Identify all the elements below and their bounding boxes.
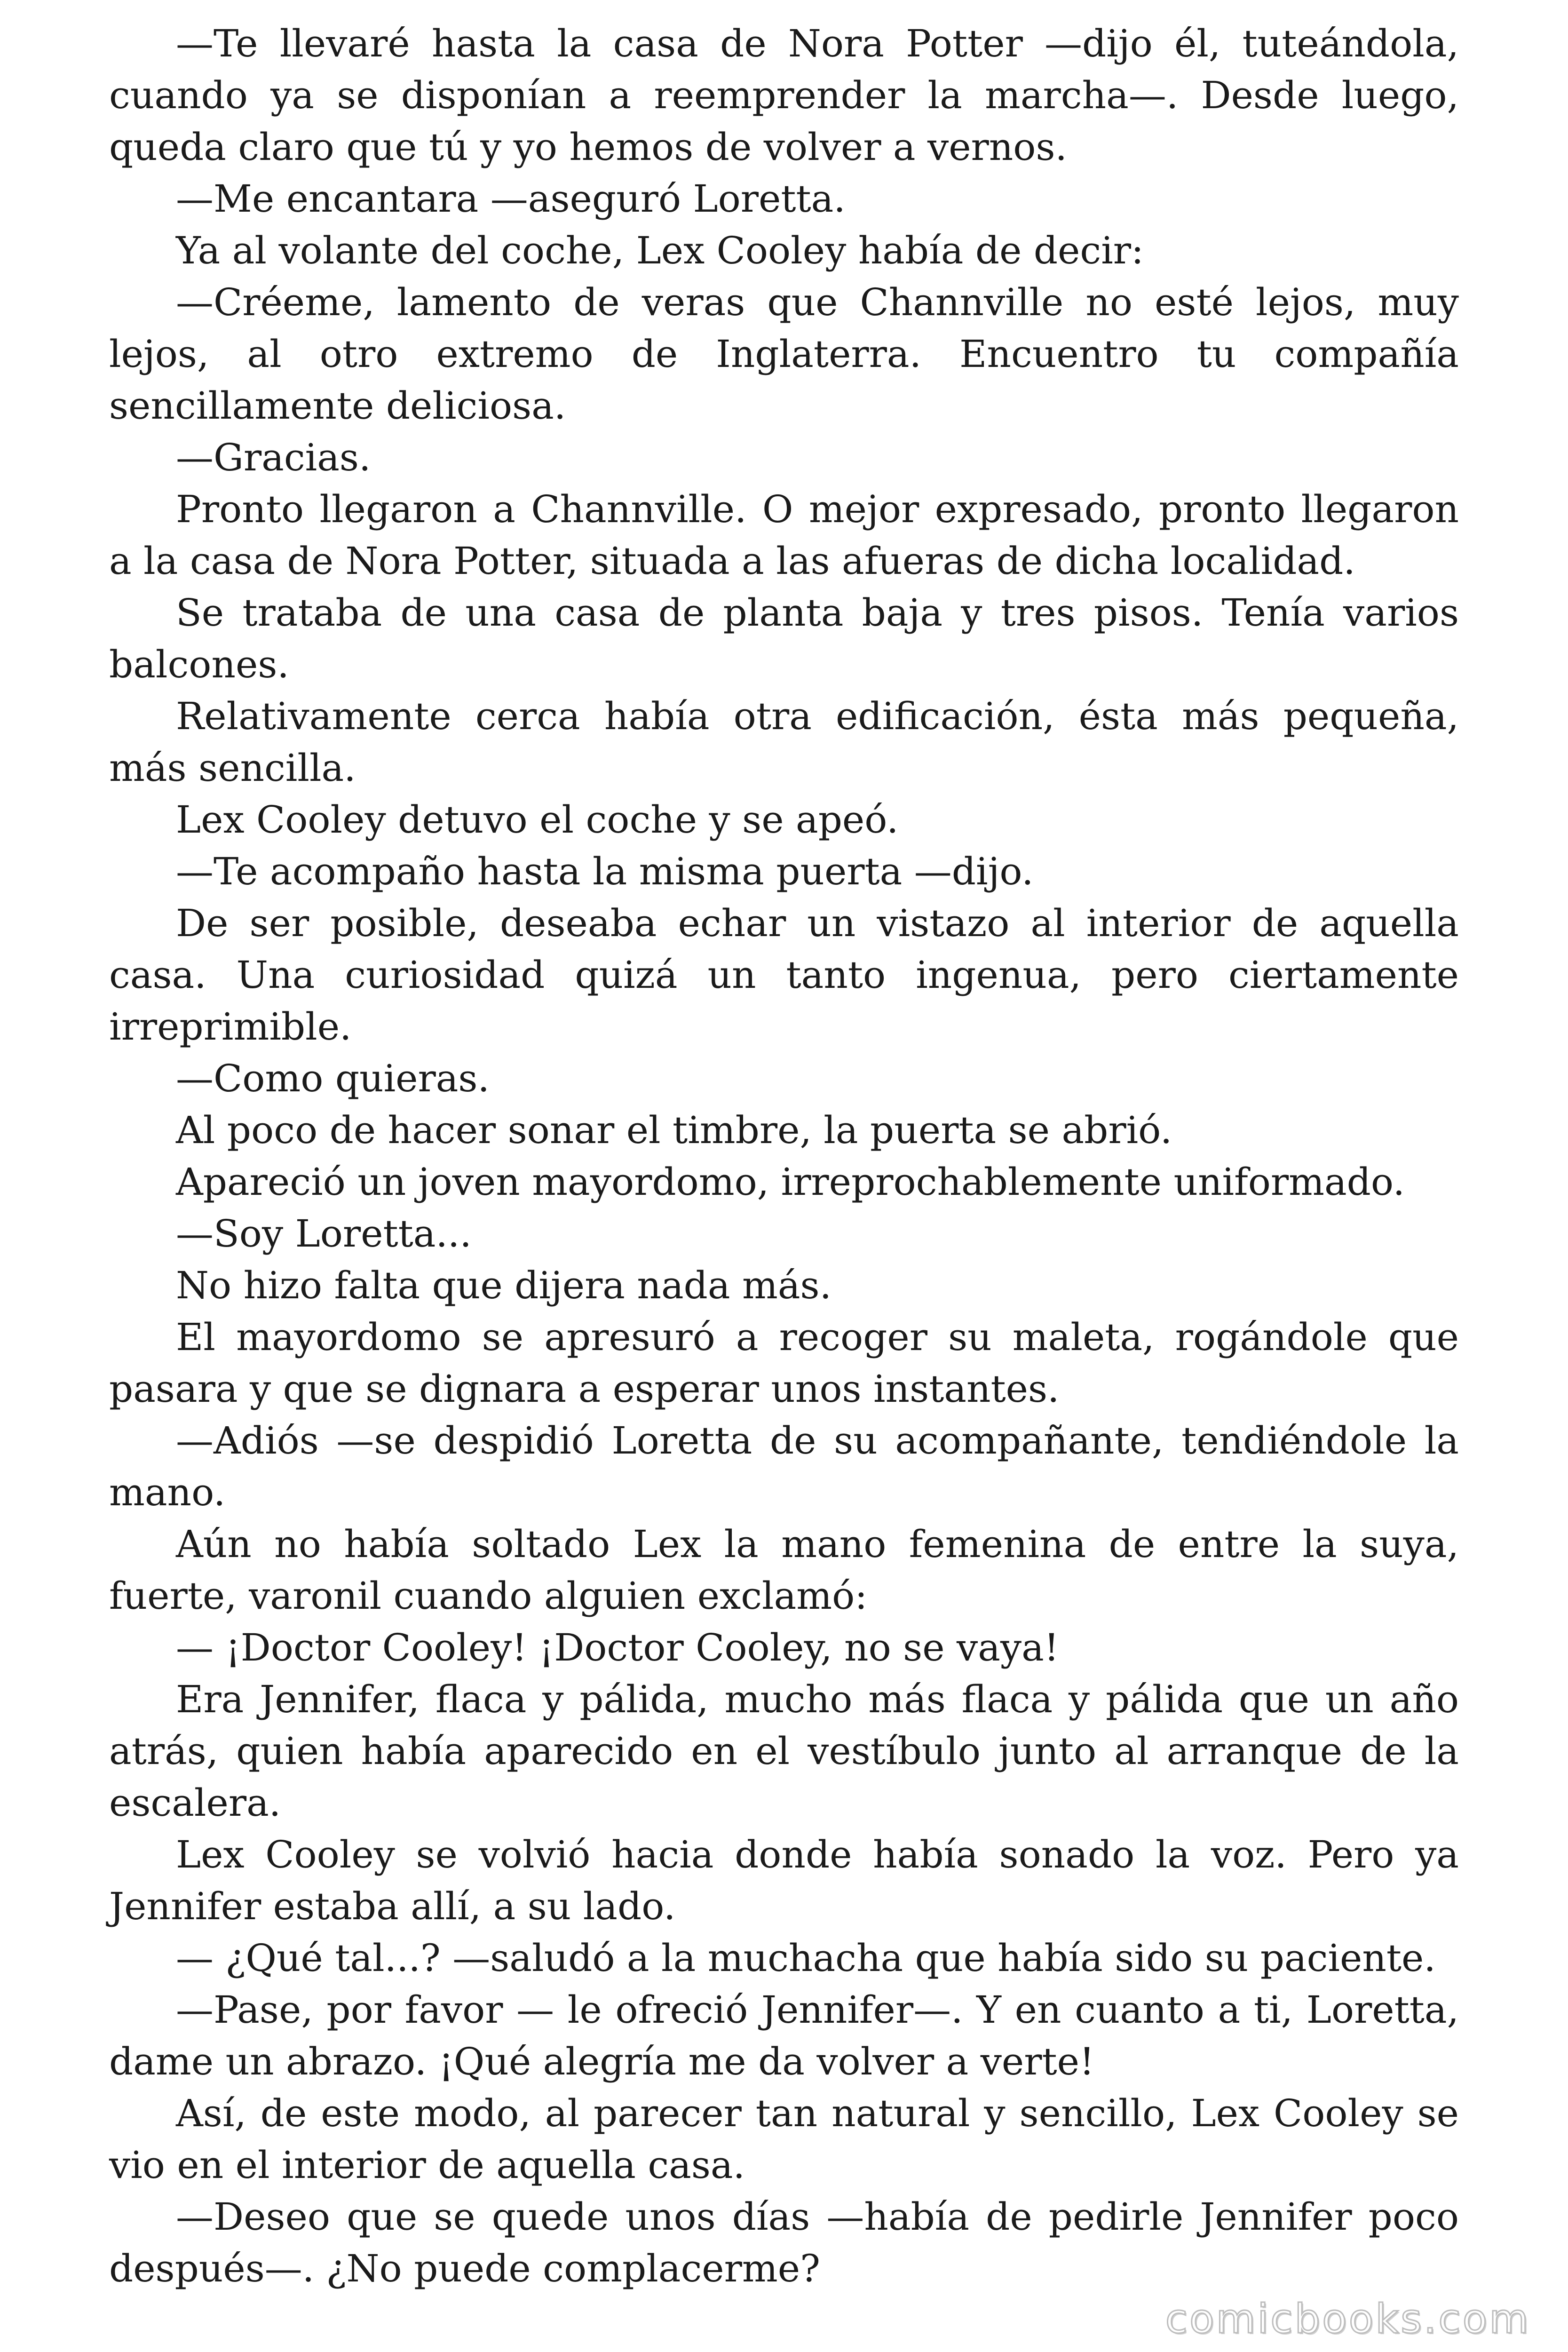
paragraph: Lex Cooley detuvo el coche y se apeó.: [176, 798, 899, 842]
paragraph: Se trataba de una casa de planta baja y tres pisos. Tenía varios balcones.: [109, 591, 1459, 686]
paragraph: —Deseo que se quede unos días —había de pedirle Jennifer poco después—. ¿No puede complacerme?: [109, 2195, 1459, 2290]
paragraph: —Te llevaré hasta la casa de Nora Potter —dijo él, tuteándola, cuando ya se disponían a reemprender la marcha—. Desde luego, queda claro que tú y yo hemos de volver a vernos.: [109, 22, 1459, 169]
paragraph: —Soy Loretta...: [176, 1212, 472, 1255]
paragraph: — ¿Qué tal...? —saludó a la muchacha que había sido su paciente.: [176, 1936, 1436, 1980]
paragraph: —Adiós —se despidió Loretta de su acompañante, tendiéndole la mano.: [109, 1419, 1459, 1514]
paragraph: Al poco de hacer sonar el timbre, la puerta se abrió.: [176, 1108, 1172, 1152]
document-page: [109, 18, 1459, 2295]
paragraph: Apareció un joven mayordomo, irreprochablemente uniformado.: [176, 1160, 1405, 1204]
paragraph: Aún no había soltado Lex la mano femenina de entre la suya, fuerte, varonil cuando alguien exclamó:: [109, 1522, 1459, 1618]
paragraph: El mayordomo se apresuró a recoger su maleta, rogándole que pasara y que se dignara a esperar unos instantes.: [109, 1315, 1459, 1411]
watermark: comicbooks.com: [1165, 2296, 1530, 2343]
paragraph: No hizo falta que dijera nada más.: [176, 1263, 832, 1307]
paragraph: —Me encantara —aseguró Loretta.: [176, 177, 846, 221]
paragraph: —Gracias.: [176, 436, 371, 479]
paragraph: De ser posible, deseaba echar un vistazo al interior de aquella casa. Una curiosidad quizá un tanto ingenua, pero ciertamente irreprimible.: [109, 901, 1459, 1049]
paragraph: Era Jennifer, flaca y pálida, mucho más flaca y pálida que un año atrás, quien había aparecido en el vestíbulo junto al arranque de la escalera.: [109, 1677, 1459, 1825]
paragraph: Así, de este modo, al parecer tan natural y sencillo, Lex Cooley se vio en el interior de aquella casa.: [109, 2091, 1459, 2187]
paragraph: —Pase, por favor — le ofreció Jennifer—. Y en cuanto a ti, Loretta, dame un abrazo. ¡Qué alegría me da volver a verte!: [109, 1988, 1459, 2083]
paragraph: —Créeme, lamento de veras que Channville no esté lejos, muy lejos, al otro extremo de Inglaterra. Encuentro tu compañía sencillamente deliciosa.: [109, 280, 1459, 428]
paragraph: Ya al volante del coche, Lex Cooley había de decir:: [176, 229, 1144, 272]
paragraph: Pronto llegaron a Channville. O mejor expresado, pronto llegaron a la casa de Nora Potter, situada a las afueras de dicha localidad.: [109, 487, 1459, 583]
paragraph: Relativamente cerca había otra edificación, ésta más pequeña, más sencilla.: [109, 694, 1459, 790]
paragraph: — ¡Doctor Cooley! ¡Doctor Cooley, no se vaya!: [176, 1626, 1059, 1669]
paragraph: —Como quieras.: [176, 1057, 490, 1100]
paragraph: Lex Cooley se volvió hacia donde había sonado la voz. Pero ya Jennifer estaba allí, a su lado.: [109, 1833, 1459, 1928]
paragraph: —Te acompaño hasta la misma puerta —dijo.: [176, 850, 1034, 893]
